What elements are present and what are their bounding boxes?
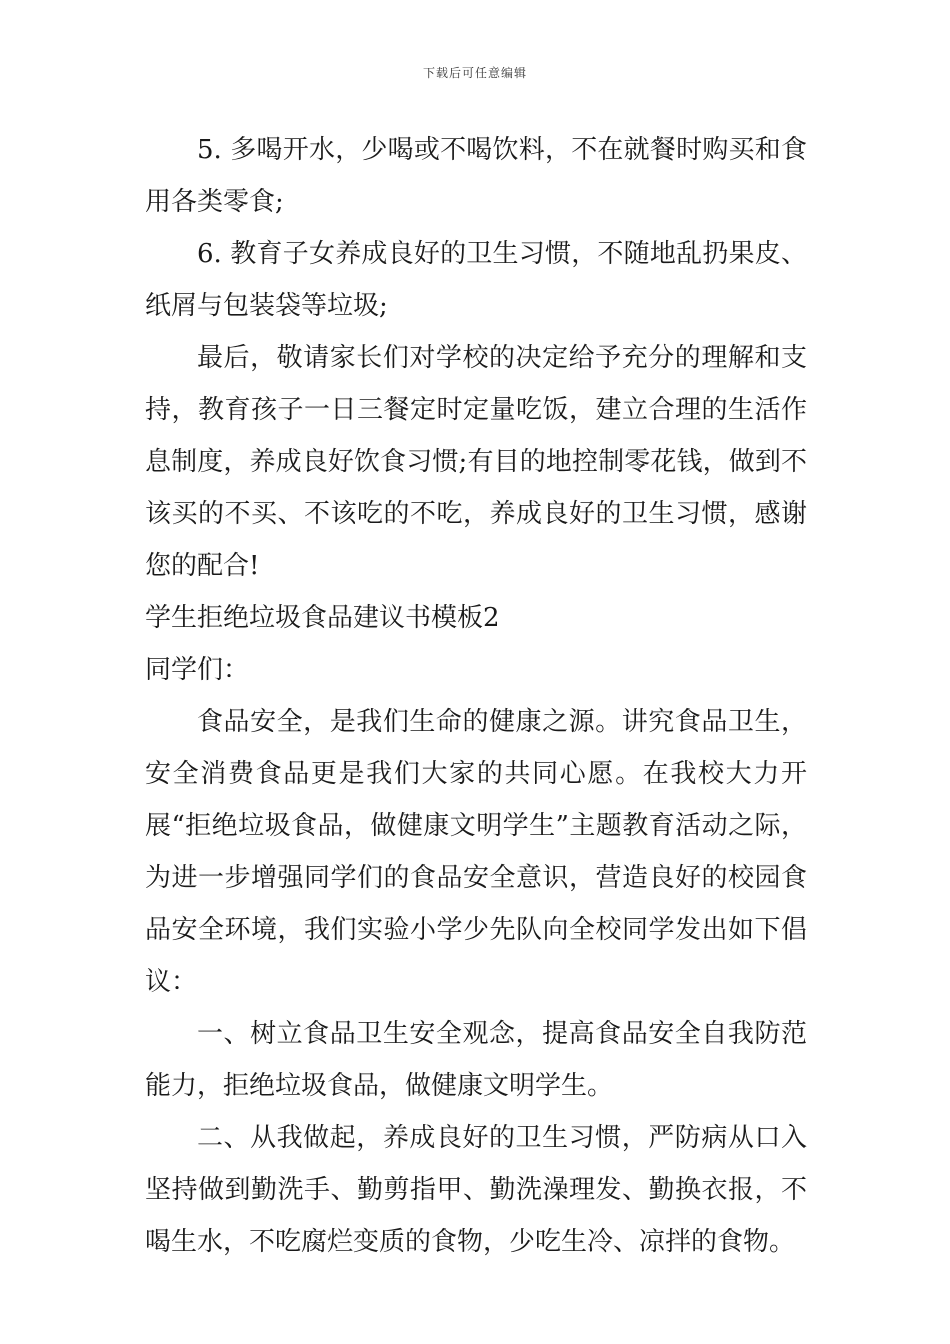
paragraph-item-6: 6. 教育子女养成良好的卫生习惯，不随地乱扔果皮、纸屑与包装袋等垃圾; (145, 239, 807, 321)
page-header: 下载后可任意编辑 (422, 66, 527, 80)
document-body (145, 124, 807, 1268)
proposal-one: 一、树立食品卫生安全观念，提高食品安全自我防范能力，拒绝垃圾食品，做健康文明学生。 (145, 1019, 807, 1101)
closing-paragraph: 最后，敬请家长们对学校的决定给予充分的理解和支持，教育孩子一日三餐定时定量吃饭，建立合理的生活作息制度，养成良好饮食习惯;有目的地控制零花钱，做到不该买的不买、不该吃的不吃，养成良好的卫生习惯，感谢您的配合! (145, 343, 807, 581)
salutation: 同学们： (145, 655, 250, 685)
paragraph-item-5: 5. 多喝开水，少喝或不喝饮料，不在就餐时购买和食用各类零食; (145, 135, 807, 217)
intro-paragraph: 食品安全，是我们生命的健康之源。讲究食品卫生，安全消费食品更是我们大家的共同心愿。在我校大力开展“拒绝垃圾食品，做健康文明学生”主题教育活动之际，为进一步增强同学们的食品安全意识，营造良好的校园食品安全环境，我们实验小学少先队向全校同学发出如下倡议： (145, 707, 807, 997)
section-title: 学生拒绝垃圾食品建议书模板2 (145, 603, 500, 633)
proposal-two: 二、从我做起，养成良好的卫生习惯，严防病从口入坚持做到勤洗手、勤剪指甲、勤洗澡理发、勤换衣报，不喝生水，不吃腐烂变质的食物，少吃生冷、凉拌的食物。 (145, 1123, 807, 1257)
